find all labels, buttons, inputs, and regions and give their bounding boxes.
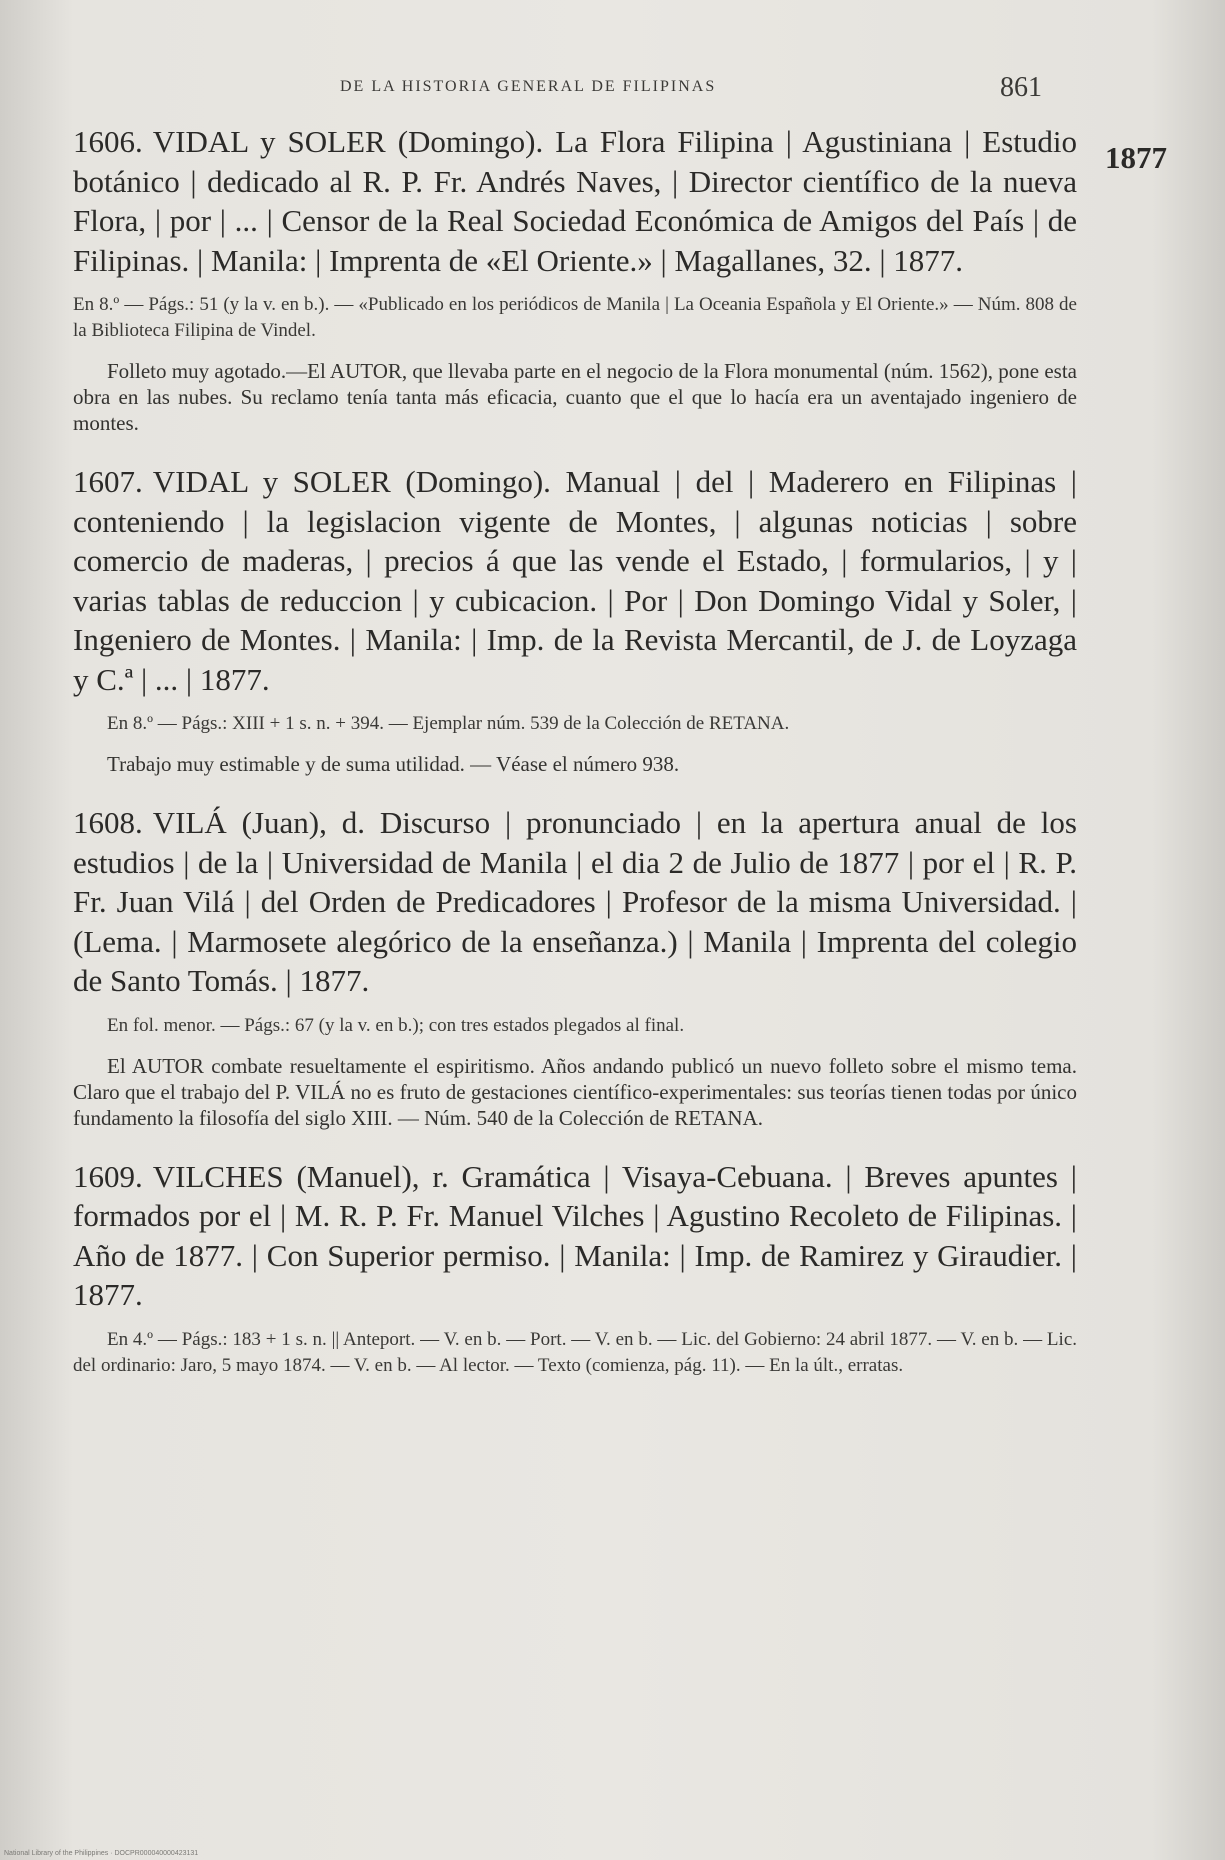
entry-title: VIDAL y SOLER (Domingo). Manual | del | Maderero en Filipinas | conteniendo | la legislacion vigente de Montes, | algunas noticias | sobre comercio de maderas, | precios á que las vende el Estado, | formularios, | y | varias tablas de reduccion | y cubicacion. | Por | Don Domingo Vidal y Soler, | Ingeniero de Montes. | Manila: | Imp. de la Revista Mercantil, de J. de Loyzaga y C.ª | ... | 1877.: [73, 464, 1077, 697]
bibliographic-entry: [73, 122, 1077, 436]
entry-description: En fol. menor. — Págs.: 67 (y la v. en b.); con tres estados plegados al final.: [107, 1014, 685, 1036]
entry-main-text: [73, 1157, 1077, 1315]
entry-comment: El AUTOR combate resueltamente el espiritismo. Años andando publicó un nuevo folleto sobre el mismo tema. Claro que el trabajo del P. VILÁ no es fruto de gestaciones científico-experimentales: sus teorías tienen todas por único fundamento la filosofía del siglo XIII. — Núm. 540 de la Colección de RETANA.: [73, 1053, 1077, 1130]
entry-title: VIDAL y SOLER (Domingo). La Flora Filipina | Agustiniana | Estudio botánico | dedicado al R. P. Fr. Andrés Naves, | Director científico de la nueva Flora, | por | ... | Censor de la Real Sociedad Económica de Amigos del País | de Filipinas. | Manila: | Imprenta de «El Oriente.» | Magallanes, 32. | 1877.: [73, 124, 1077, 278]
scan-credit: National Library of the Philippines · DOCPR000040000423131: [4, 1850, 199, 1857]
bibliographic-entry: [73, 462, 1077, 777]
bibliographic-entry: [73, 803, 1077, 1131]
entry-title: VILCHES (Manuel), r. Gramática | Visaya-Cebuana. | Breves apuntes | formados por el | M. R. P. Fr. Manuel Vilches | Agustino Recoleto de Filipinas. | Año de 1877. | Con Superior permiso. | Manila: | Imp. de Ramirez y Giraudier. | 1877.: [73, 1158, 1077, 1312]
page-number: 861: [1000, 72, 1042, 103]
entry-main-text: [73, 803, 1077, 1001]
entries-column: [73, 122, 1077, 1379]
entry-number: 1607.: [73, 464, 143, 499]
entry-description: En 4.º — Págs.: 183 + 1 s. n. || Anteport. — V. en b. — Port. — V. en b. — Lic. del Gobierno: 24 abril 1877. — V. en b. — Lic. del ordinario: Jaro, 5 mayo 1874. — V. en b. — Al lector. — Texto (comienza, pág. 11). — En la últ., erratas.: [73, 1328, 1077, 1376]
entry-title: VILÁ (Juan), d. Discurso | pronunciado | en la apertura anual de los estudios | de la | Universidad de Manila | el dia 2 de Julio de 1877 | por el | R. P. Fr. Juan Vilá | del Orden de Predicadores | Profesor de la misma Universidad. | (Lema. | Marmosete alegórico de la enseñanza.) | Manila | Imprenta del colegio de Santo Tomás. | 1877.: [73, 805, 1077, 998]
entry-main-text: [73, 122, 1077, 280]
bibliographic-entry: [73, 1157, 1077, 1379]
entry-comment: Trabajo muy estimable y de suma utilidad. — Véase el número 938.: [107, 752, 680, 776]
entry-number: 1606.: [73, 124, 143, 159]
entry-comment: Folleto muy agotado.—El AUTOR, que llevaba parte en el negocio de la Flora monumental (núm. 1562), pone esta obra en las nubes. Su reclamo tenía tanta más eficacia, cuanto que el que lo hacía era un aventajado ingeniero de montes.: [73, 359, 1077, 435]
entry-number: 1608.: [73, 805, 143, 840]
entry-main-text: [73, 462, 1077, 699]
entry-description: En 8.º — Págs.: 51 (y la v. en b.). — «Publicado en los periódicos de Manila | La Oceania Española y El Oriente.» — Núm. 808 de la Biblioteca Filipina de Vindel.: [73, 294, 1077, 341]
running-title: DE LA HISTORIA GENERAL DE FILIPINAS: [340, 78, 717, 95]
entry-description: En 8.º — Págs.: XIII + 1 s. n. + 394. — Ejemplar núm. 539 de la Colección de RETANA.: [107, 713, 790, 734]
entry-number: 1609.: [73, 1158, 143, 1194]
margin-year: 1877: [1105, 140, 1167, 175]
